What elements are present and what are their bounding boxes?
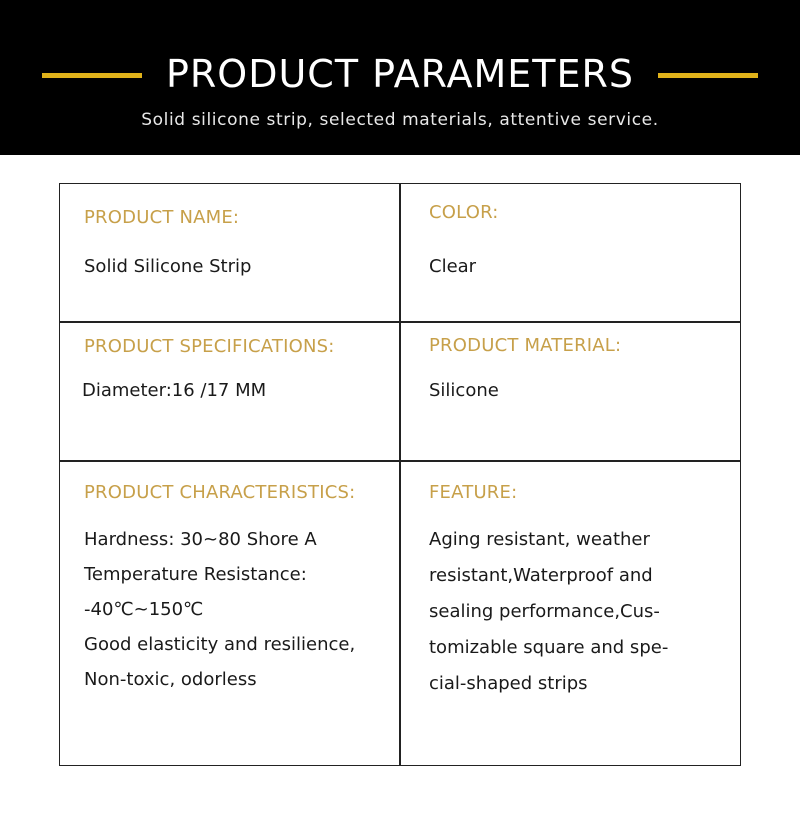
product-material-value: Silicone: [429, 380, 499, 401]
characteristic-line: Hardness: 30~80 Shore A: [84, 529, 317, 550]
characteristic-line: Temperature Resistance:: [84, 564, 307, 585]
header-accent-line-right: [658, 73, 758, 78]
color-label: COLOR:: [429, 202, 499, 223]
characteristic-line: -40℃~150℃: [84, 599, 204, 620]
table-row-divider-1: [60, 321, 740, 323]
header-banner: [0, 0, 800, 155]
product-characteristics-label: PRODUCT CHARACTERISTICS:: [84, 482, 356, 503]
feature-line: sealing performance,Cus-: [429, 601, 660, 622]
product-material-label: PRODUCT MATERIAL:: [429, 335, 622, 356]
table-row-divider-2: [60, 460, 740, 462]
feature-list: [429, 522, 668, 702]
characteristic-line: Non-toxic, odorless: [84, 669, 257, 690]
parameters-table: [59, 183, 741, 766]
feature-line: tomizable square and spe-: [429, 637, 669, 658]
product-specifications-value: Diameter:16 /17 MM: [82, 380, 267, 401]
product-name-label: PRODUCT NAME:: [84, 207, 240, 228]
table-column-divider: [399, 184, 401, 765]
characteristic-line: Good elasticity and resilience,: [84, 634, 356, 655]
page-subtitle: Solid silicone strip, selected materials, attentive service.: [141, 110, 659, 130]
color-value: Clear: [429, 256, 477, 277]
page-title: PRODUCT PARAMETERS: [165, 52, 634, 96]
product-specifications-label: PRODUCT SPECIFICATIONS:: [84, 336, 335, 357]
feature-line: cial-shaped strips: [429, 673, 588, 694]
feature-line: resistant,Waterproof and: [429, 565, 653, 586]
header-accent-line-left: [42, 73, 142, 78]
feature-line: Aging resistant, weather: [429, 529, 650, 550]
product-name-value: Solid Silicone Strip: [84, 256, 252, 277]
product-characteristics-list: [84, 522, 355, 697]
feature-label: FEATURE:: [429, 482, 518, 503]
